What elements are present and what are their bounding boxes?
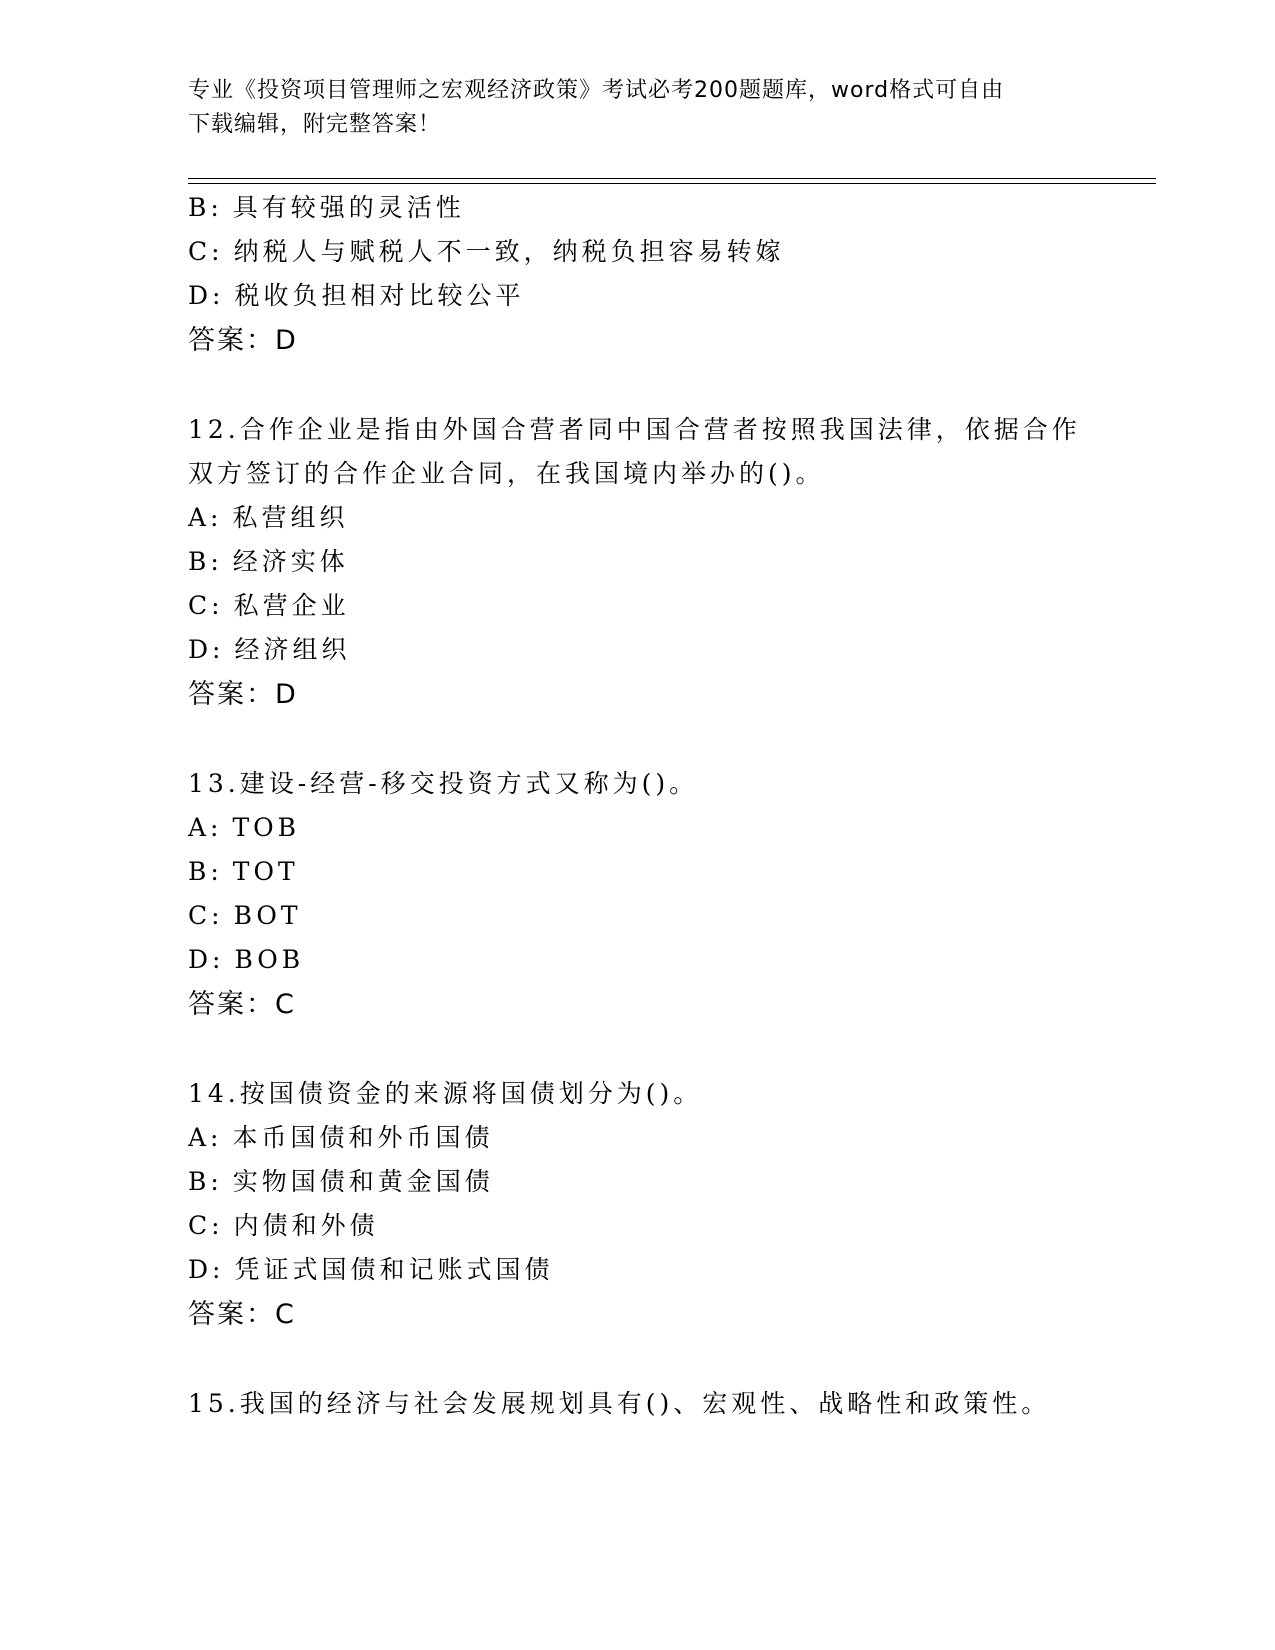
q14-option-c: C: 内债和外债 — [188, 1211, 379, 1240]
q11-option-b: B: 具有较强的灵活性 — [188, 193, 465, 222]
q11-answer: 答案：D — [188, 325, 298, 356]
q14-option-b: B: 实物国债和黄金国债 — [188, 1167, 494, 1196]
q12-option-c: C: 私营企业 — [188, 591, 350, 620]
q15-stem-line-1: 15.我国的经济与社会发展规划具有()、宏观性、战略性和政策性。 — [188, 1389, 1051, 1418]
q13-option-b: B: TOT — [188, 857, 299, 886]
q14-stem-line-1: 14.按国债资金的来源将国债划分为()。 — [188, 1079, 703, 1108]
header-line-1: 专业《投资项目管理师之宏观经济政策》考试必考200题题库，word格式可自由 — [188, 78, 1005, 103]
q12-option-a: A: 私营组织 — [188, 503, 349, 532]
q13-option-a: A: TOB — [188, 813, 301, 842]
header-line-2: 下载编辑，附完整答案！ — [188, 112, 442, 137]
q14-option-d: D: 凭证式国债和记账式国债 — [188, 1255, 554, 1284]
header-divider-top — [188, 178, 1156, 179]
q13-option-c: C: BOT — [188, 901, 302, 930]
q14-option-a: A: 本币国债和外币国债 — [188, 1123, 494, 1152]
q12-stem-line-2: 双方签订的合作企业合同，在我国境内举办的()。 — [188, 459, 825, 488]
q12-stem-line-1: 12.合作企业是指由外国合营者同中国合营者按照我国法律，依据合作 — [188, 415, 1081, 444]
q13-answer: 答案：C — [188, 989, 296, 1020]
q12-option-d: D: 经济组织 — [188, 635, 351, 664]
header-divider-bottom — [188, 183, 1156, 184]
q14-answer: 答案：C — [188, 1299, 296, 1330]
q13-option-d: D: BOB — [188, 945, 305, 974]
q13-stem-line-1: 13.建设-经营-移交投资方式又称为()。 — [188, 769, 699, 798]
document-header — [188, 74, 1088, 142]
q11-option-d: D: 税收负担相对比较公平 — [188, 281, 525, 310]
q11-option-c: C: 纳税人与赋税人不一致，纳税负担容易转嫁 — [188, 237, 785, 266]
q12-option-b: B: 经济实体 — [188, 547, 349, 576]
q12-answer: 答案：D — [188, 679, 298, 710]
